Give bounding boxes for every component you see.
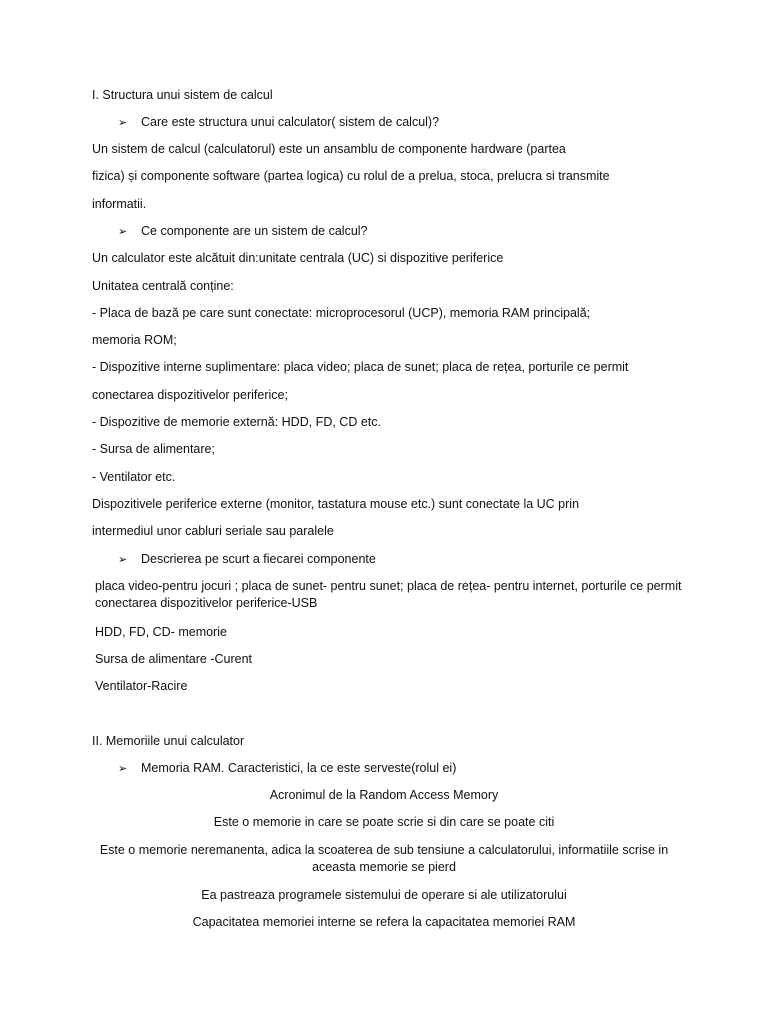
question-text: Memoria RAM. Caracteristici, la ce este serveste(rolul ei) (141, 761, 457, 775)
question-item (118, 223, 368, 240)
question-text: Care este structura unui calculator( sistem de calcul)? (141, 115, 440, 129)
paragraph-line: intermediul unor cabluri seriale sau paralele (92, 524, 334, 538)
list-item-continuation: conectarea dispozitivelor periferice; (92, 388, 288, 402)
description-paragraph: placa video-pentru jocuri ; placa de sunet- pentru sunet; placa de rețea- pentru internet, porturile ce permit conectarea dispozitivelor periferice-USB (95, 579, 682, 610)
list-item: - Sursa de alimentare; (92, 442, 215, 456)
paragraph-line: Unitatea centrală conține: (92, 279, 234, 293)
centered-line: Capacitatea memoriei interne se refera la capacitatea memoriei RAM (192, 915, 576, 929)
question-text: Descrierea pe scurt a fiecarei componente (141, 552, 376, 566)
paragraph-line: fizica) și componente software (partea logica) cu rolul de a prelua, stoca, prelucra si transmite (92, 169, 610, 183)
list-item: - Ventilator etc. (92, 470, 176, 484)
arrowhead-bullet-icon: ➢ (118, 554, 128, 566)
description-line: Sursa de alimentare -Curent (95, 652, 253, 666)
question-text: Ce componente are un sistem de calcul? (141, 224, 368, 238)
arrowhead-bullet-icon: ➢ (118, 226, 128, 238)
arrowhead-bullet-icon: ➢ (118, 763, 128, 775)
description-line: Ventilator-Racire (95, 679, 188, 693)
list-item: - Dispozitive interne suplimentare: placa video; placa de sunet; placa de rețea, porturile ce permit (92, 360, 629, 374)
list-item: - Placa de bază pe care sunt conectate: microprocesorul (UCP), memoria RAM principală; (92, 306, 591, 320)
list-item: - Dispozitive de memorie externă: HDD, FD, CD etc. (92, 415, 381, 429)
paragraph-line: informatii. (92, 197, 147, 211)
paragraph-line: Un calculator este alcătuit din:unitate centrala (UC) si dispozitive periferice (92, 251, 504, 265)
list-item-continuation: memoria ROM; (92, 333, 177, 347)
paragraph-line: Un sistem de calcul (calculatorul) este un ansamblu de componente hardware (partea (92, 142, 566, 156)
question-item (118, 760, 456, 777)
question-item (118, 551, 376, 568)
arrowhead-bullet-icon: ➢ (118, 117, 128, 129)
paragraph-line: Dispozitivele periferice externe (monitor, tastatura mouse etc.) sunt conectate la UC prin (92, 497, 580, 511)
section2-heading: II. Memoriile unui calculator (92, 734, 245, 748)
section1-heading: I. Structura unui sistem de calcul (92, 88, 273, 102)
description-line: HDD, FD, CD- memorie (95, 625, 227, 639)
centered-line: Ea pastreaza programele sistemului de operare si ale utilizatorului (201, 888, 567, 902)
question-item (118, 114, 439, 131)
centered-paragraph: Este o memorie neremanenta, adica la scoaterea de sub tensiune a calculatorului, informatiile scrise in aceasta memorie se pierd (99, 843, 669, 874)
centered-line: Acronimul de la Random Access Memory (269, 788, 499, 802)
centered-line: Este o memorie in care se poate scrie si din care se poate citi (213, 815, 555, 829)
